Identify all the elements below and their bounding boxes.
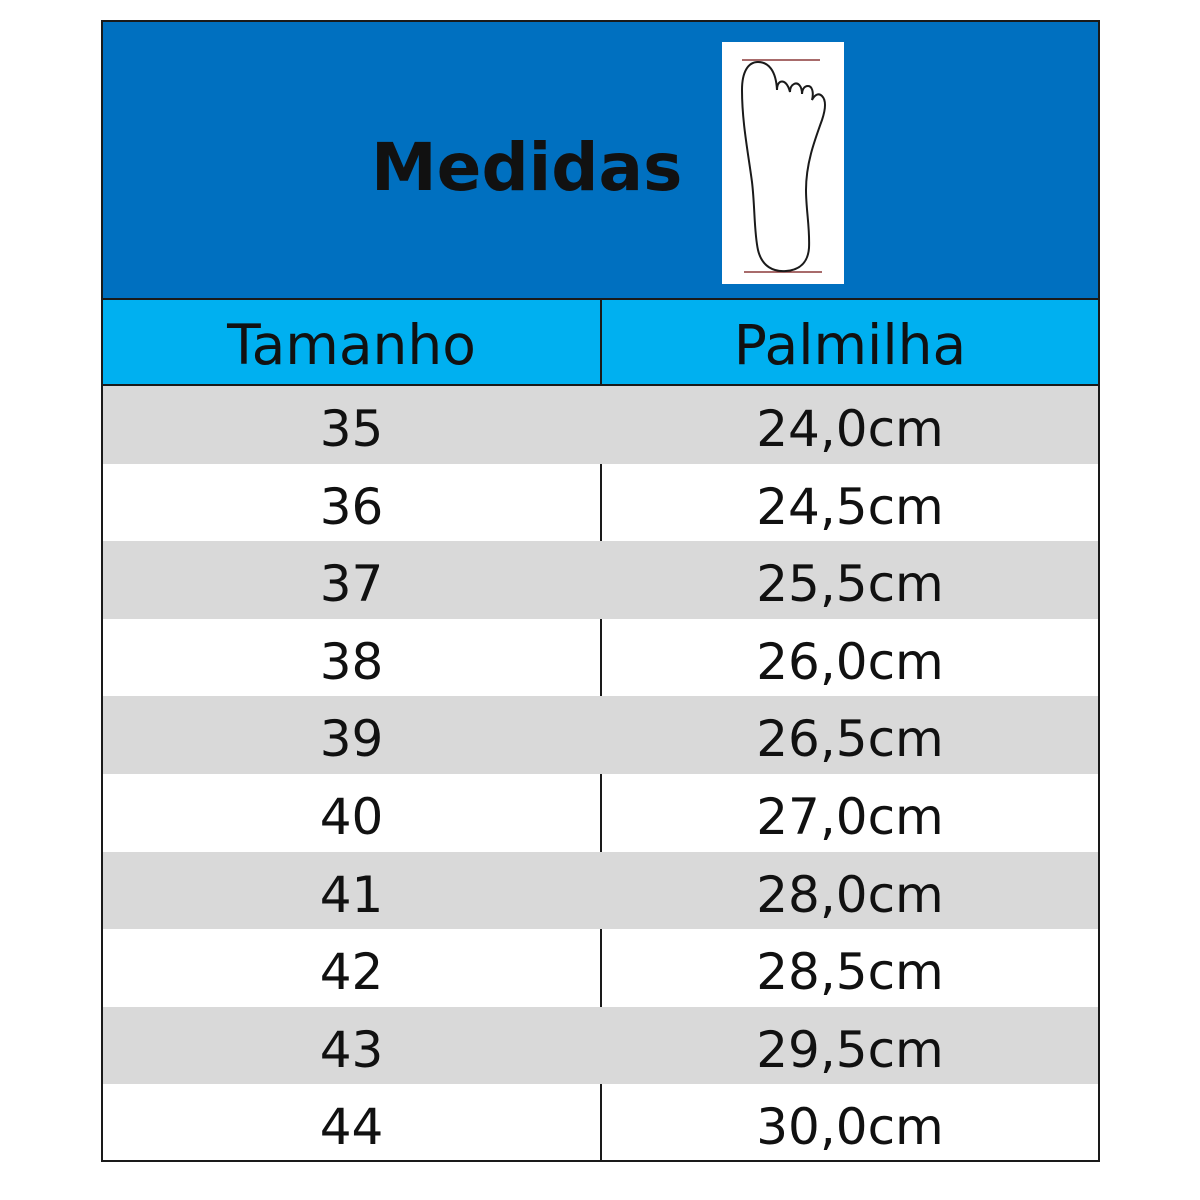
size-cell: 44: [319, 1098, 384, 1157]
insole-cell: 26,0cm: [756, 632, 944, 691]
size-cell: 40: [319, 787, 384, 846]
insole-cell: 27,0cm: [756, 787, 944, 846]
insole-cell: 24,5cm: [756, 477, 944, 536]
foot-outline-icon: [722, 42, 844, 284]
header-tamanho: Tamanho: [227, 313, 476, 377]
size-cell: 36: [319, 477, 384, 536]
size-cell: 39: [319, 710, 384, 769]
table-row: [103, 696, 1098, 774]
table-row: [103, 386, 1098, 464]
insole-cell: 30,0cm: [756, 1098, 944, 1157]
size-cell: 41: [319, 865, 384, 924]
table-row: [103, 1007, 1098, 1085]
table-row: [103, 774, 1098, 852]
insole-cell: 28,0cm: [756, 865, 944, 924]
size-cell: 43: [319, 1020, 384, 1079]
size-cell: 37: [319, 555, 384, 614]
table-row: [103, 1084, 1098, 1162]
table-body: [103, 386, 1098, 1162]
insole-cell: 28,5cm: [756, 943, 944, 1002]
size-cell: 38: [319, 632, 384, 691]
title-band: [103, 22, 1098, 300]
insole-cell: 26,5cm: [756, 710, 944, 769]
insole-cell: 29,5cm: [756, 1020, 944, 1079]
table-row: [103, 852, 1098, 930]
table-row: [103, 541, 1098, 619]
table-row: [103, 464, 1098, 542]
table-title: Medidas: [371, 129, 683, 206]
insole-cell: 24,0cm: [756, 400, 944, 458]
size-chart-table: [101, 20, 1100, 1162]
table-row: [103, 929, 1098, 1007]
size-cell: 42: [319, 943, 384, 1002]
size-cell: 35: [319, 400, 384, 458]
table-row: [103, 619, 1098, 697]
header-palmilha: Palmilha: [733, 313, 967, 377]
insole-cell: 25,5cm: [756, 555, 944, 614]
